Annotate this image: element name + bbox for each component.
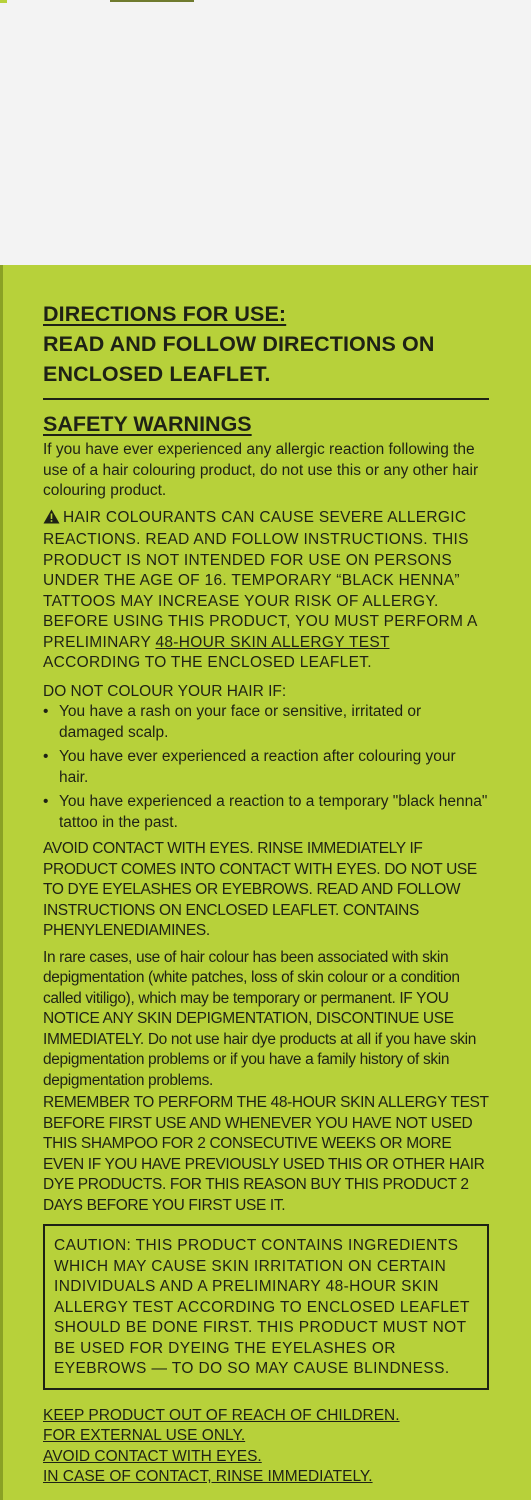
list-item: • You have ever experienced a reaction after colouring your hair.: [43, 748, 456, 786]
skin-allergy-test-link: 48-HOUR SKIN ALLERGY TEST: [155, 633, 390, 651]
directions-line-3: ENCLOSED LEAFLET.: [43, 362, 271, 386]
caps-warning-text: HAIR COLOURANTS CAN CAUSE SEVERE ALLERGIC REACTIONS. READ AND FOLLOW INSTRUCTIONS. THIS PRODUCT IS NOT INTENDED FOR USE ON PERSONS UNDER THE AGE OF 16. TEMPORARY “BLACK HENNA” TATTOOS MAY INCREASE YOUR RISK OF ALLERGY. BEFORE USING THIS PRODUCT, YOU MUST PERFORM A PRELIMINARY: [43, 508, 477, 651]
top-left-accent: [0, 0, 7, 3]
footer-line-external: FOR EXTERNAL USE ONLY.: [43, 1427, 246, 1444]
footer-warnings: [43, 1406, 489, 1488]
directions-heading: DIRECTIONS FOR USE:: [43, 302, 287, 326]
list-item: • You have a rash on your face or sensitive, irritated or damaged scalp.: [43, 703, 422, 741]
remember-test-paragraph: REMEMBER TO PERFORM THE 48-HOUR SKIN ALLERGY TEST BEFORE FIRST USE AND WHENEVER YOU HAVE NOT USED THIS SHAMPOO FOR 2 CONSECUTIVE WEEKS OR MORE EVEN IF YOU HAVE PREVIOUSLY USED THIS OR OTHER HAIR DYE PRODUCTS. FOR THIS REASON BUY THIS PRODUCT 2 DAYS BEFORE YOU FIRST USE IT.: [43, 1094, 489, 1214]
warning-triangle-icon: [43, 509, 60, 531]
caps-warning-text-end: ACCORDING TO THE ENCLOSED LEAFLET.: [43, 654, 372, 671]
do-not-colour-heading: DO NOT COLOUR YOUR HAIR IF:: [43, 682, 287, 700]
footer-line-rinse: IN CASE OF CONTACT, RINSE IMMEDIATELY.: [43, 1468, 373, 1485]
caps-warning-paragraph: [43, 508, 489, 674]
bullet-icon: •: [43, 793, 49, 810]
directions-line-2: READ AND FOLLOW DIRECTIONS ON: [43, 332, 435, 356]
safety-warnings-title: SAFETY WARNINGS: [43, 412, 252, 436]
caution-box: [43, 1224, 489, 1390]
top-blank-area: [0, 0, 531, 265]
depigmentation-paragraph: In rare cases, use of hair colour has been associated with skin depigmentation (white patches, loss of skin colour or a condition called vitiligo), which may be temporary or permanent. IF YOU NOTICE ANY SKIN DEPIGMENTATION, DISCONTINUE USE IMMEDIATELY. Do not use hair dye products at all if you have skin depigmentation problems or if you have a family history of skin depigmentation problems.: [43, 948, 476, 1089]
footer-line-eyes: AVOID CONTACT WITH EYES.: [43, 1447, 262, 1465]
top-accent-line: [110, 0, 194, 2]
list-item: • You have experienced a reaction to a temporary "black henna" tattoo in the past.: [43, 793, 488, 831]
section-divider: [43, 398, 489, 400]
allergy-intro-text: If you have ever experienced any allergic reaction following the use of a hair colouring product, do not use this or any other hair colouring product.: [43, 441, 479, 499]
bullet-icon: •: [43, 748, 49, 765]
label-content: [43, 299, 489, 1488]
avoid-contact-paragraph: AVOID CONTACT WITH EYES. RINSE IMMEDIATELY IF PRODUCT COMES INTO CONTACT WITH EYES. DO NOT USE TO DYE EYELASHES OR EYEBROWS. READ AND FOLLOW INSTRUCTIONS ON ENCLOSED LEAFLET. CONTAINS PHENYLENEDIAMINES.: [43, 840, 477, 939]
caution-text: CAUTION: THIS PRODUCT CONTAINS INGREDIENTS WHICH MAY CAUSE SKIN IRRITATION ON CERTAIN INDIVIDUALS AND A PRELIMINARY 48-HOUR SKIN ALLERGY TEST ACCORDING TO ENCLOSED LEAFLET SHOULD BE DONE FIRST. THIS PRODUCT MUST NOT BE USED FOR DYEING THE EYELASHES OR EYEBROWS — TO DO SO MAY CAUSE BLINDNESS.: [54, 1237, 470, 1377]
do-not-colour-list: [43, 702, 489, 833]
bullet-icon: •: [43, 703, 49, 720]
footer-line-children: KEEP PRODUCT OUT OF REACH OF CHILDREN.: [43, 1406, 400, 1424]
